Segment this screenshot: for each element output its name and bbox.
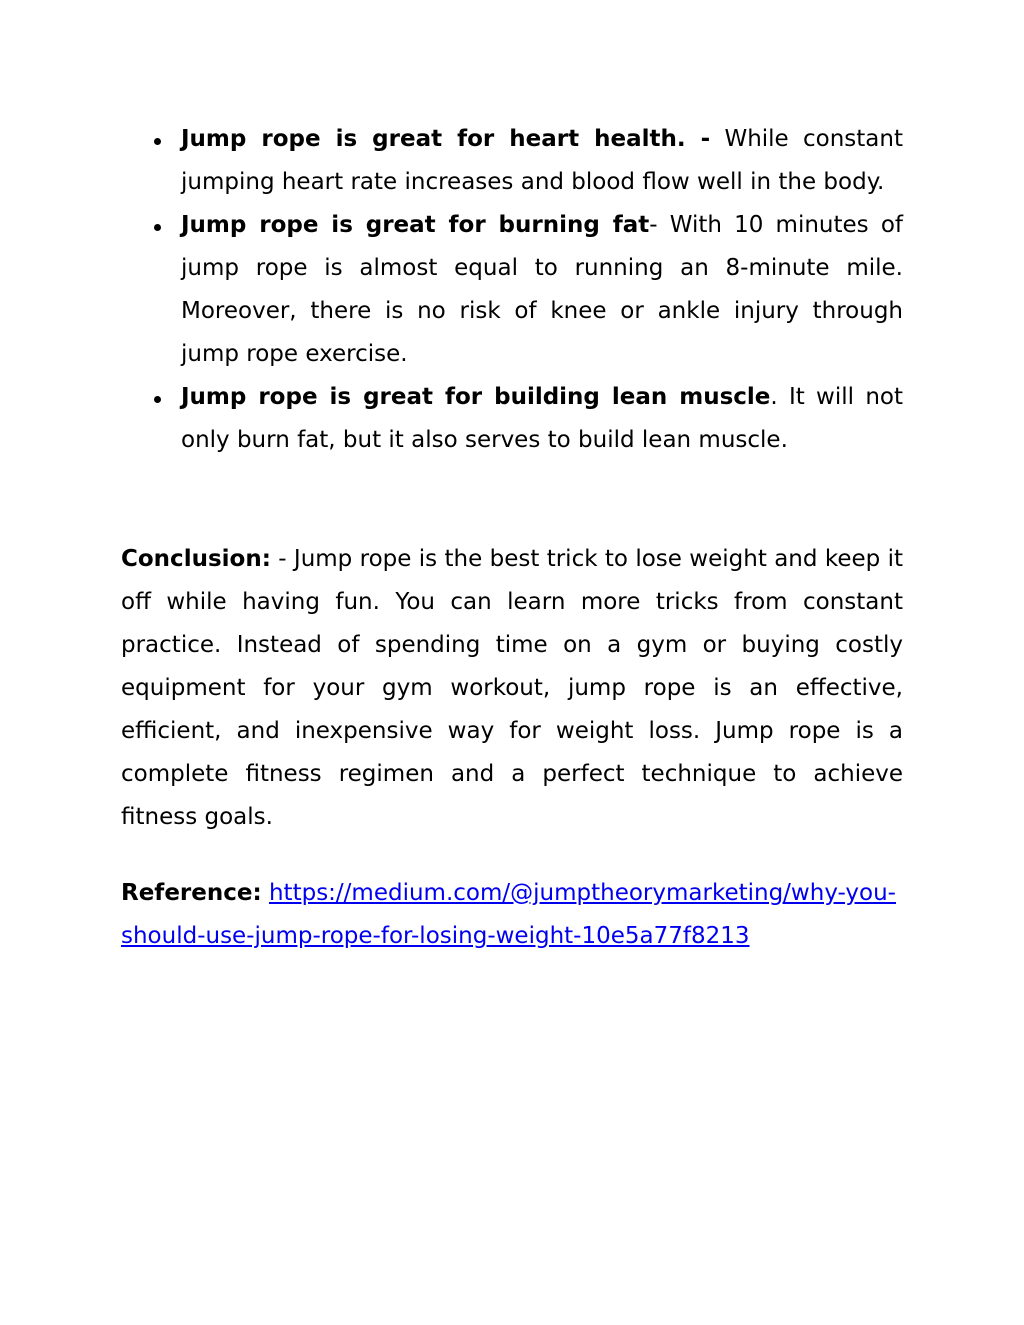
bullet-body: While constant jumping heart rate increases and blood flow well in the body. xyxy=(181,126,904,195)
bullet-heading: Jump rope is great for burning fat xyxy=(181,212,650,238)
bullet-icon xyxy=(154,224,161,231)
bullet-icon xyxy=(154,138,161,145)
reference-label: Reference: xyxy=(121,880,262,906)
reference-link[interactable]: https://medium.com/@jumptheorymarketing/why-you-should-use-jump-rope-for-losing-weight-10e5a77f8213 xyxy=(121,880,896,949)
list-item xyxy=(181,204,903,376)
bullet-heading: Jump rope is great for heart health. - xyxy=(181,126,711,152)
list-item xyxy=(181,118,903,204)
conclusion-text: - Jump rope is the best trick to lose weight and keep it off while having fun. You can learn more tricks from constant practice. Instead of spending time on a gym or buying costly equipment for your gym workout, jump rope is an effective, efficient, and inexpensive way for weight loss. Jump rope is a complete fitness regimen and a perfect technique to achieve fitness goals. xyxy=(121,546,903,830)
benefits-list xyxy=(181,118,903,462)
list-item xyxy=(181,376,903,462)
bullet-body: - With 10 minutes of jump rope is almost equal to running an 8-minute mile. Moreover, there is no risk of knee or ankle injury through jump rope exercise. xyxy=(181,212,903,367)
conclusion-label: Conclusion: xyxy=(121,546,271,572)
bullet-heading: Jump rope is great for building lean muscle xyxy=(181,384,771,410)
bullet-icon xyxy=(154,396,161,403)
bullet-body: . It will not only burn fat, but it also serves to build lean muscle. xyxy=(181,384,903,453)
conclusion-paragraph xyxy=(121,538,903,839)
reference-paragraph xyxy=(121,872,903,958)
